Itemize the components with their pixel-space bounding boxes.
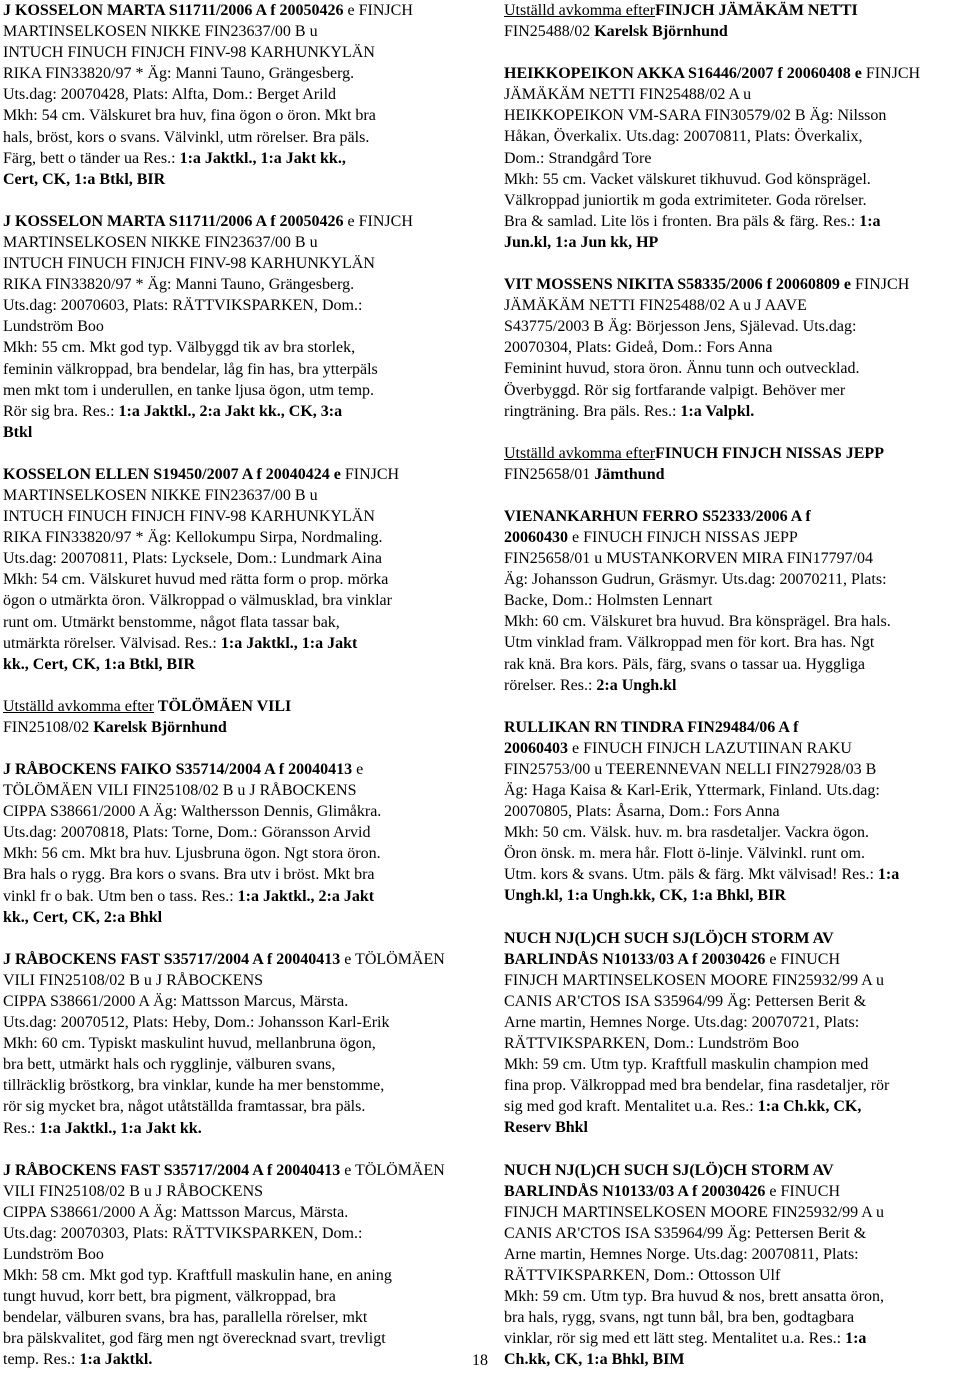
dog-entry [504, 928, 949, 1139]
entry-gap [3, 190, 448, 211]
entry-text [3, 759, 448, 928]
entry-gap [3, 738, 448, 759]
section-heading [3, 696, 448, 738]
dog-entry [504, 506, 949, 696]
entry-gap [3, 443, 448, 464]
breed-name: Karelsk Björnhund [89, 718, 227, 736]
dog-entry [3, 0, 448, 190]
dog-name: VIENANKARHUN FERRO S52333/2006 A f 20060430 [504, 507, 811, 546]
dog-name: KOSSELON ELLEN S19450/2007 A f 20040424 e [3, 465, 341, 483]
entry-text [504, 63, 949, 253]
entry-gap [3, 1139, 448, 1160]
dog-entry [3, 211, 448, 443]
entry-body: e FINJCH MARTINSELKOSEN NIKKE FIN23637/00 B u INTUCH FINUCH FINJCH FINV-98 KARHUNKYLÄN RIKA FIN33820/97 * Äg: Manni Tauno, Grängesberg. Uts.dag: 20070428, Plats: Alfta, Dom.: Berget Arild Mkh: 54 cm. Välskuret bra huv, fina ögon o öron. Mkt bra hals, bröst, kors o svans. Välvinkl, utm rörelser. Bra päls. Färg, bett o tänder ua Res.: [3, 2, 413, 167]
breed-name: Jämthund [590, 465, 665, 483]
dog-name: J RÅBOCKENS FAST S35717/2004 A f 20040413 [3, 950, 341, 968]
entry-body: e TÖLÖMÄEN VILI FIN25108/02 B u J RÅBOCKENS CIPPA S38661/2000 A Äg: Mattsson Marcus, Märsta. Uts.dag: 20070303, Plats: RÄTTVIKSPARKEN, Dom.: Lundström Boo Mkh: 58 cm. Mkt god typ. Kraftfull maskulin hane, en aning tungt huvud, korr bett, bra pigment, välkroppad, bra bendelar, välburen svans, bra has, parallella rörelser, mkt bra pälskvalitet, god färg men ngt överecknad svart, trevligt temp. Res.: [3, 1161, 445, 1369]
dog-name: HEIKKOPEIKON AKKA S16446/2007 f 20060408 e [504, 65, 862, 83]
result: 1:a Ungh.kl, 1:a Ungh.kk, CK, 1:a Bhkl, BIR [504, 866, 900, 905]
dog-name: J KOSSELON MARTA S11711/2006 A f 20050426 [3, 2, 344, 19]
dog-name: J RÅBOCKENS FAST S35717/2004 A f 20040413 [3, 1161, 341, 1179]
dog-entry [3, 464, 448, 675]
sire-regnr: FIN25488/02 [504, 23, 591, 41]
dog-name: NUCH NJ(L)CH SUCH SJ(LÖ)CH STORM AV BARLINDÅS N10133/03 A f 20030426 [504, 929, 834, 968]
result: 1:a Jaktkl., 2:a Jakt kk., CK, 3:a Btkl [3, 402, 343, 441]
result: 1:a Jaktkl., 1:a Jakt kk., Cert, CK, 1:a Btkl, BIR [3, 149, 346, 188]
entry-body: e FINUCH FINJCH NISSAS JEPP FIN25658/01 u MUSTANKORVEN MIRA FIN17797/04 Äg: Johansson Gudrun, Gräsmyr. Uts.dag: 20070211, Plats: Backe, Dom.: Holmsten Lennart Mkh: 60 cm. Välskuret bra huvud. Bra könsprägel. Bra hals. Utm vinklad fram. Välkroppad men för kort. Bra has. Ngt rak knä. Bra kors. Päls, färg, svans o tassar ua. Hyggliga rörelser. Res.: [504, 528, 891, 694]
section-label: Utställd avkomma efter [3, 697, 155, 715]
page-number: 18 [472, 1352, 488, 1369]
dog-name: J KOSSELON MARTA S11711/2006 A f 20050426 [3, 212, 344, 230]
result: 2:a Ungh.kl [596, 676, 677, 694]
entry-text [504, 506, 949, 696]
entry-gap [504, 253, 949, 274]
entry-gap [504, 485, 949, 506]
result: 1:a Jaktkl., 2:a Jakt kk., Cert, CK, 2:a Bhkl [3, 887, 375, 926]
entry-text [3, 0, 448, 190]
section-heading [504, 443, 949, 485]
dog-entry [504, 717, 949, 907]
entry-text [3, 464, 448, 675]
entry-body: FINJCH JÄMÄKÄM NETTI FIN25488/02 A u HEIKKOPEIKON VM-SARA FIN30579/02 B Äg: Nilsson Håkan, Överkalix. Uts.dag: 20070811, Plats: Överkalix, Dom.: Strandgård Tore Mkh: 55 cm. Vacket välskuret tikhuvud. God könsprägel. Välkroppad juniortik m goda extrimiteter. Goda rörelser. Bra & samlad. Lite lös i fronten. Bra päls & färg. Res.: [504, 65, 921, 230]
entry-body: e TÖLÖMÄEN VILI FIN25108/02 B u J RÅBOCKENS CIPPA S38661/2000 A Äg: Mattsson Marcus, Märsta. Uts.dag: 20070512, Plats: Heby, Dom.: Johansson Karl-Erik Mkh: 60 cm. Typiskt maskulint huvud, mellanbruna ögon, bra bett, utmärkt hals och rygglinje, välburen svans, tillräcklig bröstkorg, bra vinklar, kunde ha mer benstomme, rör sig mycket bra, något utåtställda framtassar, bra päls. Res.: [3, 950, 445, 1137]
entry-text [504, 928, 949, 1139]
sire-name: FINJCH JÄMÄKÄM NETTI [655, 2, 858, 19]
sire-name: TÖLÖMÄEN VILI [154, 697, 292, 715]
entry-body: e FINUCH FINJCH MARTINSELKOSEN MOORE FIN25932/99 A u CANIS AR'CTOS ISA S35964/99 Äg: Pettersen Berit & Arne martin, Hemnes Norge. Uts.dag: 20070811, Plats: RÄTTVIKSPARKEN, Dom.: Ottosson Ulf Mkh: 59 cm. Utm typ. Bra huvud & nos, brett ansatta öron, bra hals, rygg, svans, ngt tunn bål, bra ben, godtagbara vinklar, rör sig med ett lätt steg. Mentalitet u.a. Res.: [504, 1182, 884, 1348]
entry-gap [504, 696, 949, 717]
entry-gap [504, 1139, 949, 1160]
dog-entry [504, 63, 949, 253]
sire-name: FINUCH FINJCH NISSAS JEPP [655, 444, 884, 462]
entry-body: e TÖLÖMÄEN VILI FIN25108/02 B u J RÅBOCKENS CIPPA S38661/2000 A Äg: Walthersson Dennis, Glimåkra. Uts.dag: 20070818, Plats: Torne, Dom.: Göransson Arvid Mkh: 56 cm. Mkt bra huv. Ljusbruna ögon. Ngt stora öron. Bra hals o rygg. Bra kors o svans. Bra utv i bröst. Mkt bra vinkl fr o bak. Utm ben o tass. Res.: [3, 761, 382, 905]
entry-gap [504, 42, 949, 63]
dog-entry [3, 1160, 448, 1371]
result: 1:a Jaktkl., 1:a Jakt kk., Cert, CK, 1:a Btkl, BIR [3, 634, 358, 673]
entry-gap [3, 928, 448, 949]
entry-body: e FINJCH MARTINSELKOSEN NIKKE FIN23637/00 B u INTUCH FINUCH FINJCH FINV-98 KARHUNKYLÄN RIKA FIN33820/97 * Äg: Manni Tauno, Grängesberg. Uts.dag: 20070603, Plats: RÄTTVIKSPARKEN, Dom.: Lundström Boo Mkh: 55 cm. Mkt god typ. Välbyggd tik av bra storlek, feminin välkroppad, bra bendelar, låg fin has, bra ytterpäls men mkt tom i underullen, en tanke ljusa ögon, utm temp. Rör sig bra. Res.: [3, 212, 413, 420]
result: 1:a Ch.kk, CK, Reserv Bhkl [504, 1098, 862, 1137]
dog-name: J RÅBOCKENS FAIKO S35714/2004 A f 20040413 [3, 761, 353, 778]
result: 1:a Jun.kl, 1:a Jun kk, HP [504, 212, 881, 251]
sire-regnr: FIN25658/01 [504, 465, 591, 483]
result: 1:a Jaktkl., 1:a Jakt kk. [39, 1119, 202, 1137]
breed-name: Karelsk Björnhund [590, 23, 728, 41]
dog-entry [3, 759, 448, 928]
dog-name: NUCH NJ(L)CH SUCH SJ(LÖ)CH STORM AV BARLINDÅS N10133/03 A f 20030426 [504, 1161, 834, 1200]
entry-body: FINJCH MARTINSELKOSEN NIKKE FIN23637/00 B u INTUCH FINUCH FINJCH FINV-98 KARHUNKYLÄN RIKA FIN33820/97 * Äg: Kellokumpu Sirpa, Nordmaling. Uts.dag: 20070811, Plats: Lycksele, Dom.: Lundmark Aina Mkh: 54 cm. Välskuret huvud med rätta form o prop. mörka ögon o utmärkta öron. Välkroppad o välmusklad, bra vinklar runt om. Utmärkt benstomme, något flata tassar bak, utmärkta rörelser. Välvisad. Res.: [3, 465, 400, 652]
entry-body: FINJCH JÄMÄKÄM NETTI FIN25488/02 A u J AAVE S43775/2003 B Äg: Börjesson Jens, Själevad. Uts.dag: 20070304, Plats: Gideå, Dom.: Fors Anna Feminint huvud, stora öron. Ännu tunn och outvecklad. Överbyggd. Rör sig fortfarande valpigt. Behöver mer ringträning. Bra päls. Res.: [504, 276, 910, 420]
dog-entry [3, 949, 448, 1139]
entry-text [3, 211, 448, 443]
right-column [504, 0, 949, 1370]
entry-text [3, 949, 448, 1139]
result: 1:a Ch.kk, CK, 1:a Bhkl, BIM [504, 1330, 867, 1369]
section-label: Utställd avkomma efter [504, 2, 656, 19]
entry-text [504, 717, 949, 907]
dog-entry [504, 1160, 949, 1371]
entry-text [504, 1160, 949, 1371]
dog-entry [504, 274, 949, 422]
section-label: Utställd avkomma efter [504, 444, 656, 462]
dog-name: VIT MOSSENS NIKITA S58335/2006 f 20060809 e [504, 276, 852, 294]
entry-text [3, 1160, 448, 1371]
section-heading [504, 0, 949, 42]
left-column [3, 0, 448, 1371]
result: 1:a Valpkl. [680, 402, 755, 420]
dog-name: RULLIKAN RN TINDRA FIN29484/06 A f 20060403 [504, 718, 799, 757]
entry-text [504, 274, 949, 422]
entry-gap [504, 422, 949, 443]
entry-gap [3, 675, 448, 696]
entry-gap [504, 907, 949, 928]
entry-body: e FINUCH FINJCH MARTINSELKOSEN MOORE FIN25932/99 A u CANIS AR'CTOS ISA S35964/99 Äg: Pettersen Berit & Arne martin, Hemnes Norge. Uts.dag: 20070721, Plats: RÄTTVIKSPARKEN, Dom.: Lundström Boo Mkh: 59 cm. Utm typ. Kraftfull maskulin champion med fina prop. Välkroppad med bra bendelar, fina rasdetaljer, rör sig med god kraft. Mentalitet u.a. Res.: [504, 950, 890, 1116]
result: 1:a Jaktkl. [79, 1351, 153, 1369]
sire-regnr: FIN25108/02 [3, 718, 90, 736]
entry-body: e FINUCH FINJCH LAZUTIINAN RAKU FIN25753/00 u TEERENNEVAN NELLI FIN27928/03 B Äg: Haga Kaisa & Karl-Erik, Yttermark, Finland. Uts.dag: 20070805, Plats: Åsarna, Dom.: Fors Anna Mkh: 50 cm. Välsk. huv. m. bra rasdetaljer. Vackra ögon. Öron önsk. m. mera hår. Flott ö-linje. Välvinkl. runt om. Utm. kors & svans. Utm. päls & färg. Mkt välvisad! Res.: [504, 739, 880, 884]
